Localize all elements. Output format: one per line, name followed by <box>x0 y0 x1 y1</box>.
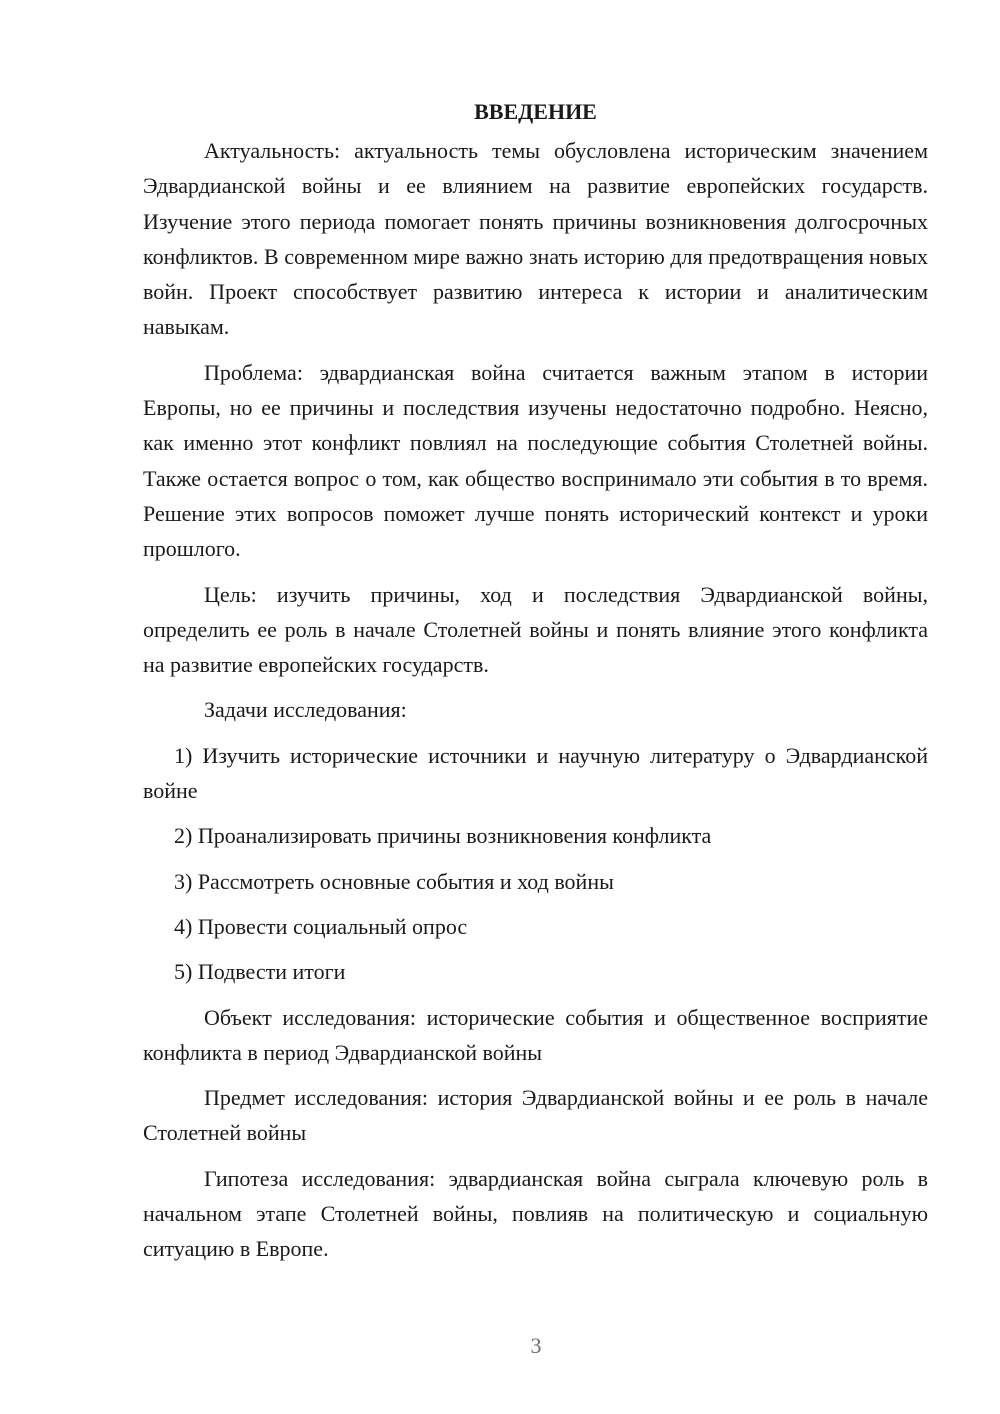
relevance-paragraph: Актуальность: актуальность темы обусловлена историческим значением Эдвардианской войны и ее влиянием на развитие европейских государств. Изучение этого периода помогает понять причины возникновения долгосрочных конфликтов. В современном мире важно знать историю для предотвращения новых войн. Проект способствует развитию интереса к истории и аналитическим навыкам. <box>143 138 928 340</box>
list-item: 2) Проанализировать причины возникновения конфликта <box>174 823 712 849</box>
page-title: ВВЕДЕНИЕ <box>474 99 597 124</box>
list-item: 5) Подвести итоги <box>174 959 346 985</box>
problem-paragraph: Проблема: эдвардианская война считается важным этапом в истории Европы, но ее причины и последствия изучены недостаточно подробно. Неясно, как именно этот конфликт повлиял на последующие события Столетней войны. Также остается вопрос о том, как общество воспринимало эти события в то время. Решение этих вопросов поможет лучше понять исторический контекст и уроки прошлого. <box>143 359 928 562</box>
document-page <box>143 95 928 1277</box>
object-paragraph: Объект исследования: исторические события и общественное восприятие конфликта в период Эдвардианской войны <box>143 1004 928 1065</box>
list-item: 4) Провести социальный опрос <box>174 913 468 939</box>
tasks-heading: Задачи исследования: <box>204 697 407 723</box>
page-number: 3 <box>530 1333 542 1358</box>
list-item: 3) Рассмотреть основные события и ход войны <box>174 868 614 894</box>
hypothesis-paragraph: Гипотеза исследования: эдвардианская война сыграла ключевую роль в начальном этапе Столетней войны, повлияв на политическую и социальную ситуацию в Европе. <box>143 1165 928 1262</box>
tasks-list <box>143 738 928 990</box>
list-item: 1) Изучить исторические источники и научную литературу о Эдвардианской войне <box>143 742 928 804</box>
subject-paragraph: Предмет исследования: история Эдвардианской войны и ее роль в начале Столетней войны <box>143 1085 928 1146</box>
goal-paragraph: Цель: изучить причины, ход и последствия Эдвардианской войны, определить ее роль в начале Столетней войны и понять влияние этого конфликта на развитие европейских государств. <box>143 581 928 678</box>
